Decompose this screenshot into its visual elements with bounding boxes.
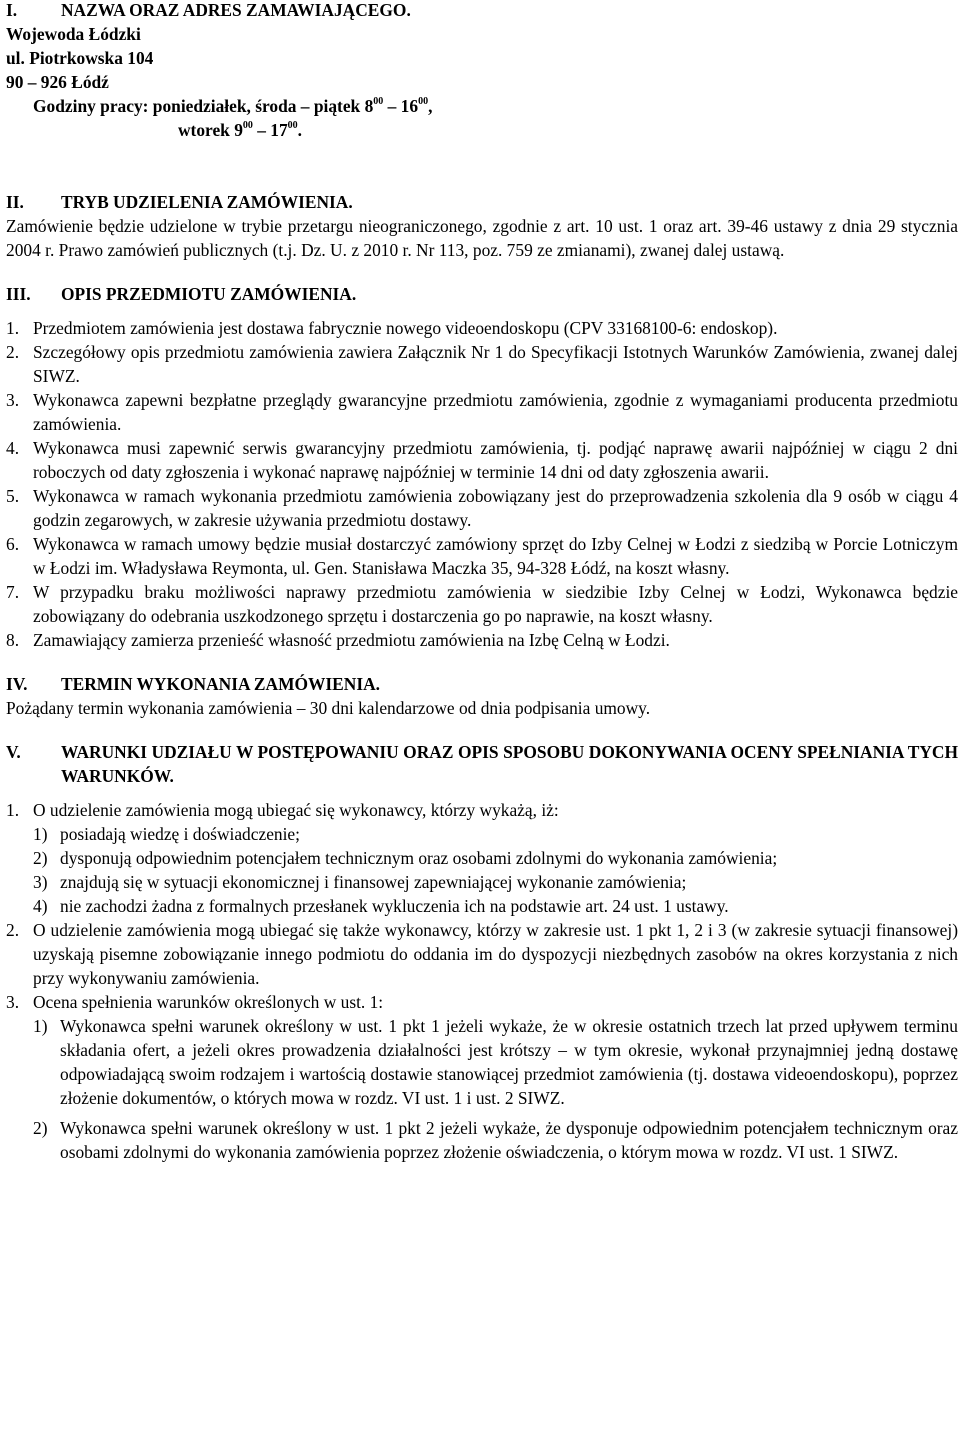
- document-page: [6, 0, 958, 1164]
- office-hours-line-1: Godziny pracy: poniedziałek, środa – piątek $8^{00} - 16^{00}$,: [33, 96, 433, 116]
- section-title: TERMIN WYKONANIA ZAMÓWIENIA.: [61, 674, 381, 694]
- office-hours-line-2: wtorek $9^{00} - 17^{00}$.: [178, 120, 303, 140]
- sub-list-item: 3) znajdują się w sytuacji ekonomicznej i finansowej zapewniającej wykonanie zamówienia;: [33, 872, 687, 892]
- section-number: IV.: [6, 674, 28, 694]
- section-heading: [6, 190, 958, 214]
- list-item: 4. Wykonawca musi zapewnić serwis gwarancyjny przedmiotu zamówienia, tj. podjąć naprawę awarii najpóźniej w ciągu 2 dni roboczych od daty zgłoszenia i wykonać naprawę najpóźniej w terminie 14 dni od daty zgłoszenia awarii.: [6, 438, 958, 482]
- section-number: V.: [6, 742, 21, 762]
- section-number: III.: [6, 284, 31, 304]
- list-item: 1. Przedmiotem zamówienia jest dostawa fabrycznie nowego videoendoskopu (CPV 33168100-6: endoskop).: [6, 318, 778, 338]
- section-heading: [6, 282, 958, 306]
- section-title: OPIS PRZEDMIOTU ZAMÓWIENIA.: [61, 284, 357, 304]
- section-paragraph: Zamówienie będzie udzielone w trybie przetargu nieograniczonego, zgodnie z art. 10 ust. 1 oraz art. 39-46 ustawy z dnia 29 stycznia 2004 r. Prawo zamówień publicznych (t.j. Dz. U. z 2010 r. Nr 113, poz. 759 ze zmianami), zwanej dalej ustawą.: [6, 216, 958, 260]
- section-3: [6, 282, 958, 652]
- section-heading: [6, 740, 958, 788]
- list-item: 8. Zamawiający zamierza przenieść własność przedmiotu zamówienia na Izbę Celną w Łodzi.: [6, 630, 670, 650]
- list-item: 3. Ocena spełnienia warunków określonych w ust. 1:: [6, 992, 384, 1012]
- list-item: 2. Szczegółowy opis przedmiotu zamówienia zawiera Załącznik Nr 1 do Specyfikacji Istotnych Warunków Zamówienia, zwanej dalej SIWZ.: [6, 342, 958, 386]
- address-name: Wojewoda Łódzki: [6, 24, 141, 44]
- list-item: 1. O udzielenie zamówienia mogą ubiegać się wykonawcy, którzy wykażą, iż:: [6, 800, 559, 820]
- list-item: 2. O udzielenie zamówienia mogą ubiegać się także wykonawcy, którzy w zakresie ust. 1 pkt 1, 2 i 3 (w zakresie sytuacji finansowej) uzyskają pisemne zobowiązanie innego podmiotu do oddania im do dyspozycji niezbędnych zasobów na okres korzystania z nich przy wykonywaniu zamówienia.: [6, 920, 958, 988]
- address-street: ul. Piotrkowska 104: [6, 48, 154, 68]
- sub-list-item: 1) Wykonawca spełni warunek określony w ust. 1 pkt 1 jeżeli wykaże, że w okresie ostatnich trzech lat przed upływem terminu składania ofert, a jeżeli okres prowadzenia działalności jest krótszy – w tym okresie, wykonał przynajmniej jedną dostawę odpowiadającą swoim rodzajem i wartością dostawie stanowiącej przedmiot zamówienia (tj. dostawa videoendoskopu), poprzez złożenie dokumentów, o których mowa w rozdz. VI ust. 1 i ust. 2 SIWZ.: [33, 1016, 958, 1108]
- sub-list-item: 1) posiadają wiedzę i doświadczenie;: [33, 824, 300, 844]
- section-number: II.: [6, 192, 24, 212]
- sub-list-item: 4) nie zachodzi żadna z formalnych przesłanek wykluczenia ich na podstawie art. 24 ust. 1 ustawy.: [33, 896, 729, 916]
- section-4: [6, 672, 958, 720]
- list-item: 5. Wykonawca w ramach wykonania przedmiotu zamówienia zobowiązany jest do przeprowadzenia szkolenia dla 9 osób w ciągu 4 godzin zegarowych, w zakresie używania przedmiotu dostawy.: [6, 486, 958, 530]
- sub-list-item: 2) dysponują odpowiednim potencjałem technicznym oraz osobami zdolnymi do wykonania zamówienia;: [33, 848, 778, 868]
- section-heading: [6, 672, 958, 696]
- section-1: [6, 0, 958, 142]
- list-item: 3. Wykonawca zapewni bezpłatne przeglądy gwarancyjne przedmiotu zamówienia, zgodnie z wymaganiami producenta przedmiotu zamówienia.: [6, 390, 958, 434]
- section-number: I.: [6, 0, 18, 20]
- list-item: 7. W przypadku braku możliwości naprawy przedmiotu zamówienia w siedzibie Izby Celnej w Łodzi, Wykonawca będzie zobowiązany do odebrania uszkodzonego sprzętu i dostarczenia go po naprawie, na koszt własny.: [6, 582, 958, 626]
- section-paragraph: Pożądany termin wykonania zamówienia – 30 dni kalendarzowe od dnia podpisania umowy.: [6, 698, 651, 718]
- section-title: WARUNKI UDZIAŁU W POSTĘPOWANIU ORAZ OPIS SPOSOBU DOKONYWANIA OCENY SPEŁNIANIA TYCH WARUNKÓW.: [61, 742, 958, 786]
- section-heading: [6, 0, 958, 22]
- section-2: [6, 190, 958, 262]
- section-title: TRYB UDZIELENIA ZAMÓWIENIA.: [61, 192, 353, 212]
- section-5: [6, 740, 958, 1164]
- sub-list-item: 2) Wykonawca spełni warunek określony w ust. 1 pkt 2 jeżeli wykaże, że dysponuje odpowiednim potencjałem technicznym oraz osobami zdolnymi do wykonania zamówienia poprzez złożenie oświadczenia, o którym mowa w rozdz. VI ust. 1 SIWZ.: [33, 1118, 958, 1162]
- address-city: 90 – 926 Łódź: [6, 72, 109, 92]
- section-title: NAZWA ORAZ ADRES ZAMAWIAJĄCEGO.: [61, 0, 411, 20]
- list-item: 6. Wykonawca w ramach umowy będzie musiał dostarczyć zamówiony sprzęt do Izby Celnej w Łodzi z siedzibą w Porcie Lotniczym w Łodzi im. Władysława Reymonta, ul. Gen. Stanisława Maczka 35, 94-328 Łódź, na koszt własny.: [6, 534, 958, 578]
